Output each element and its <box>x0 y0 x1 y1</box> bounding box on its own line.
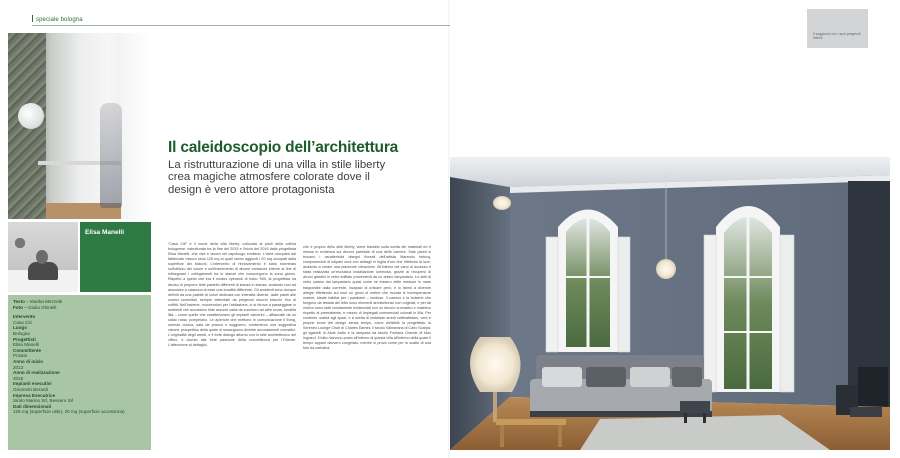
detail-item: Luogo Bologna <box>13 325 30 336</box>
subtitle-line: La ristrutturazione di una villa in stile liberty <box>168 159 386 171</box>
credit-text: Testo – Marika Mezzetti <box>13 299 63 304</box>
living-room-photo <box>450 157 890 450</box>
living-room-illustration <box>450 157 890 450</box>
globe-lamp <box>18 103 44 129</box>
subtitle-line: design è vero attore protagonista <box>168 183 335 196</box>
detail-item: Impresa Esecutrice Sirolo Marino Srl, Bessero Srl <box>13 392 74 404</box>
plant <box>12 228 28 258</box>
portrait-body <box>28 262 58 280</box>
detail-item: Anno di inizio 2013 <box>13 358 44 370</box>
section-label <box>32 15 83 23</box>
detail-item: Impianti esecutivi Geometri Berardi <box>13 381 52 392</box>
credit-photo: Foto – Giulia Ghinelli <box>13 304 57 310</box>
detail-item: Progettisti Elisa Manelli <box>13 336 39 348</box>
caption-box <box>807 9 868 48</box>
window-light <box>121 33 151 219</box>
designer-portrait <box>8 222 78 292</box>
header-rule <box>32 25 450 26</box>
section-name: speciale bologna <box>36 17 83 23</box>
detail-item: Intervento Casa Citi <box>13 314 36 325</box>
body-column-2: che è proprio dello stile liberty, viene tradotta sulla scelta dei materiali ed è messa in evidenza sul decoro parietale di una delle camere. Sale pareti si trovano i caratteristici disegni floreali dell'artista Marando fortuny, componendoli di tulipani ocra con dettagli in foglia d'oro che riflettono la luce, andando a creare una piacevole vibrazione. All'interno del vano di accesso è stata realizzata un'esclusiva installazione luminosa, grazie al recupero di alcuni giardini in vetro soffiato provenienti da un antico lampadario. Le steli di vetro calano dal lampadario quasi come se fossero delle meduse in mare trasportate dalla corrente, incapaci di urticare però, e lo fanno a divenire allegre riflettendo sui muri un gioco di ombre che ricorda le incresperature marine, ideale habitat per i parallami – meduse. Il camino e la boiserie che fungono da testata del letto sono elementi architettonici non originali, e per tal motivo sono stati volutamente evidenziati con un decoro cromatico e materico rispetto al preesistente, e mezzo di impiegati commerciali colorati in lilla. Per conferire unicità agli spazi, e a scelta di installare arredi calibratissimi, vere e proprie icone del design senza tempo, come divisibile la progettista: la Sereneo Lounge Chair di Charles Eames, il tavolo Valmarana di Carlo Scarpa, gli sgabelli di Alvar Aalto e la lampada da tavolo Fontana Grande di Max Ingrand. Il tutto ricevono posto all'interno di questa villa all'interno della quale il tempo appare davvero congelato, mentre si prova come per lo scatto di una foto da cartolina. <box>303 245 431 351</box>
blurred-figure <box>100 103 122 208</box>
hallway-photo <box>8 33 151 219</box>
right-page <box>450 0 900 458</box>
subtitle-line: crea magiche atmosfere colorate dove il <box>168 171 370 184</box>
portrait-head <box>36 250 48 264</box>
detail-item: Committente Privato <box>13 347 42 359</box>
body-column-1: “Casa Citi” è il nome della villa liberty, collocata ai piedi della collina bolognese, ristrutturata tra la fine del 2015 e l'inizio del 2016 dalla progettista Elisa Manelli, che vive e lavora nel capoluogo emiliano. L'area occupata dal fabbricato misura circa 125 mq ai quali vanno aggiunti i 20 mq occupati dalla superficie dei balconi. L'intervento di rinnovamento è stato incentrato sull'utilizzo del colore e sull'inserimento di alcune variazioni interne al fine di ridisegnare i collegamenti tra le stanze che compongono la zona giorno. Rispetto a quello che era il modus operandi di inizio '900, la progettista ha deciso di proporre tinte pastello differenti di stanza in stanza, andando così ad associare a ciascuna di esse una tonalità differente. Gli ambienti sono dunque definiti da una palette di colori dedicata con intensità diverse, dalle pareti alle cornici sommitali, sempre delimitate da pregevoli stucchi bianchi, fino ai soffitti. Nell'insieme, muovendosi per l'abitazione, ci si ritrova a passeggiare in ambienti che accostano tinte azzurre carta da zucchero ad altre scure, tonalità lilla – come quelle che caratterizzano gli impianti camerini – affiancate da un caldo rosso pompeiano. Le aperture che mettono in comunicazione il living, unendo cucina, sala da pranzo e soggiorno, consentono una suggestiva visione prospettica della quale si susseguono diverse accostamenti cromatici. L'originalità degli arredi, e il forte dialogo attorno con lo stile architettonico del villino, è dovuto alla forte passione della committenza per l'Oriente. L'attenzione al dettaglio, <box>168 242 296 348</box>
project-credits <box>8 295 151 450</box>
section-bar <box>32 15 33 22</box>
designer-name: Elisa Manelli <box>85 229 125 236</box>
article-subtitle <box>168 159 448 196</box>
detail-item: Anno di realizzazione 2016 <box>13 370 60 381</box>
article-title: Il caleidoscopio dell’architettura <box>168 139 399 156</box>
detail-item: Dati dimensionali 125 mq (superficie utile), 20 mq (superficie accessoria) <box>13 403 125 415</box>
photo-caption: Il soggiorno con i suoi pregevoli interni <box>813 32 861 40</box>
designer-name-box <box>80 222 151 292</box>
